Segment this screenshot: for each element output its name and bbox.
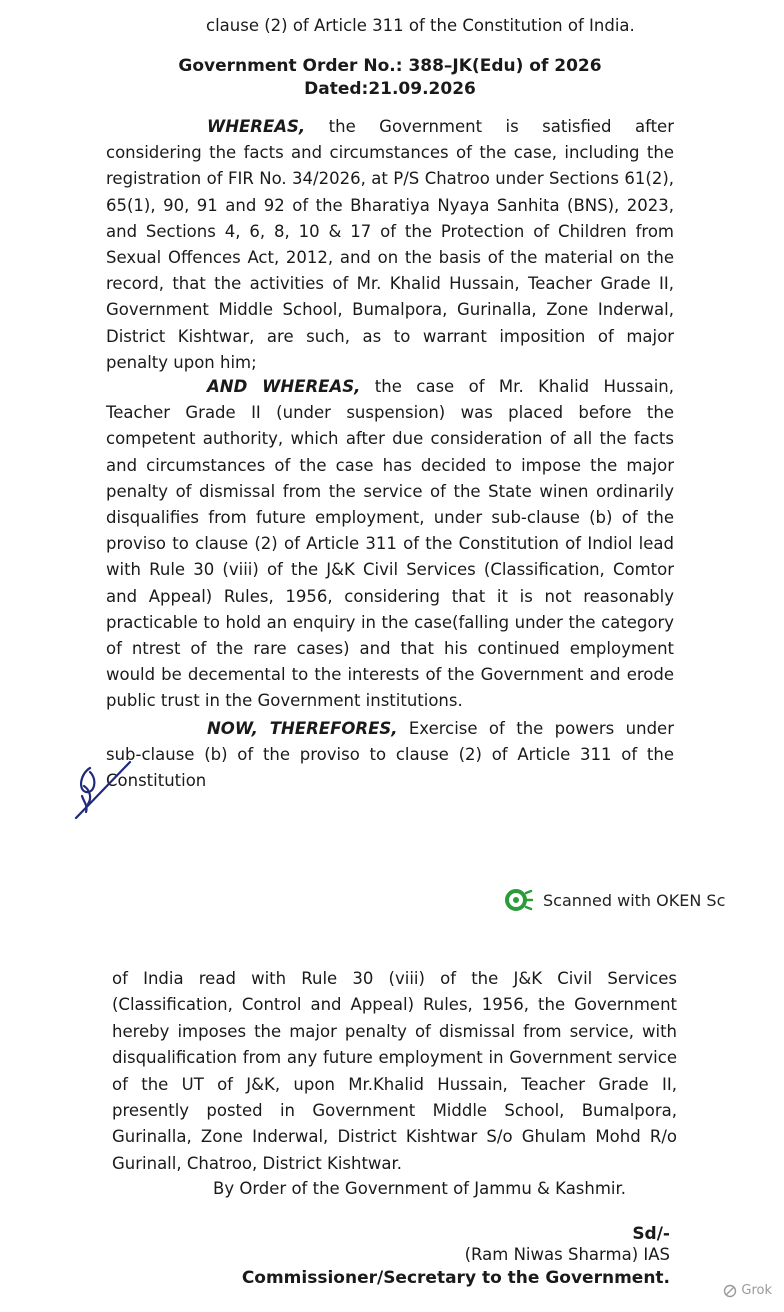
scanner-logo-icon [505,888,533,912]
signatory-name: (Ram Niwas Sharma) IAS [464,1245,670,1264]
whereas-text: the Government is satisfied after considering the facts and circumstances of the case, including the registration of FIR No. 34/2026, at P/S Chatroo under Sections 61(2), 65(1), 90, 91 and 92 of the Bharatiya Nyaya Sanhita (BNS), 2023, and Sections 4, 6, 8, 10 & 17 of the Protection of Children from Sexual Offences Act, 2012, and on the basis of the material on the record, that the activities of Mr. Khalid Hussain, Teacher Grade II, Government Middle School, Bumalpora, Gurinalla, Zone Inderwal, District Kishtwar, are such, as to warrant imposition of major penalty upon him; [106,117,674,372]
and-whereas-lead: AND WHEREAS, [207,377,361,396]
now-therefore-paragraph [106,716,674,795]
now-therefore-lead: NOW, THEREFORES, [207,719,398,738]
grok-logo-icon [723,1284,737,1298]
grok-label: Grok [741,1283,772,1298]
and-whereas-text: the case of Mr. Khalid Hussain, Teacher Grade II (under suspension) was placed before the competent authority, which after due consideration of all the facts and circumstances of the case has decided to impose the major penalty of dismissal from the service of the State winen ordinarily disqualifies from future employment, under sub-clause (b) of the proviso to clause (2) of Article 311 of the Constitution of Indiol lead with Rule 30 (viii) of the J&K Civil Services (Classification, Comtor and Appeal) Rules, 1956, considering that it is not reasonably practicable to hold an enquiry in the case(falling under the category of ntrest of the rare cases) and that his continued employment would be decemental to the interests of the Government and erode public trust in the Government institutions. [106,377,674,711]
penalty-paragraph: of India read with Rule 30 (viii) of the J&K Civil Services (Classification, Control and Appeal) Rules, 1956, the Government hereby imposes the major penalty of dismissal from service, with disqualification from any future employment in Government service of the UT of J&K, upon Mr.Khalid Hussain, Teacher Grade II, presently posted in Government Middle School, Bumalpora, Gurinalla, Zone Inderwal, District Kishtwar S/o Ghulam Mohd R/o Gurinall, Chatroo, District Kishtwar. [112,969,677,1173]
signed-mark: Sd/- [632,1224,670,1244]
whereas-paragraph [106,114,674,376]
order-header [100,55,680,101]
initials-signature [68,756,138,826]
continued-clause-line: clause (2) of Article 311 of the Constitution of India. [206,16,635,35]
by-order-line: By Order of the Government of Jammu & Kashmir. [213,1179,627,1198]
signatory-title: Commissioner/Secretary to the Government. [241,1268,670,1288]
order-date: Dated:21.09.2026 [304,79,476,99]
grok-watermark [723,1283,772,1298]
scan-watermark [505,888,725,912]
and-whereas-paragraph [106,374,674,715]
scan-watermark-text: Scanned with OKEN Sc [543,890,726,910]
now-therefore-text: Exercise of the powers under sub-clause (b) of the proviso to clause (2) of Article 311 of the Constitution [106,719,674,791]
whereas-lead: WHEREAS, [207,117,306,136]
order-number: Government Order No.: 388–JK(Edu) of 2026 [178,56,602,76]
